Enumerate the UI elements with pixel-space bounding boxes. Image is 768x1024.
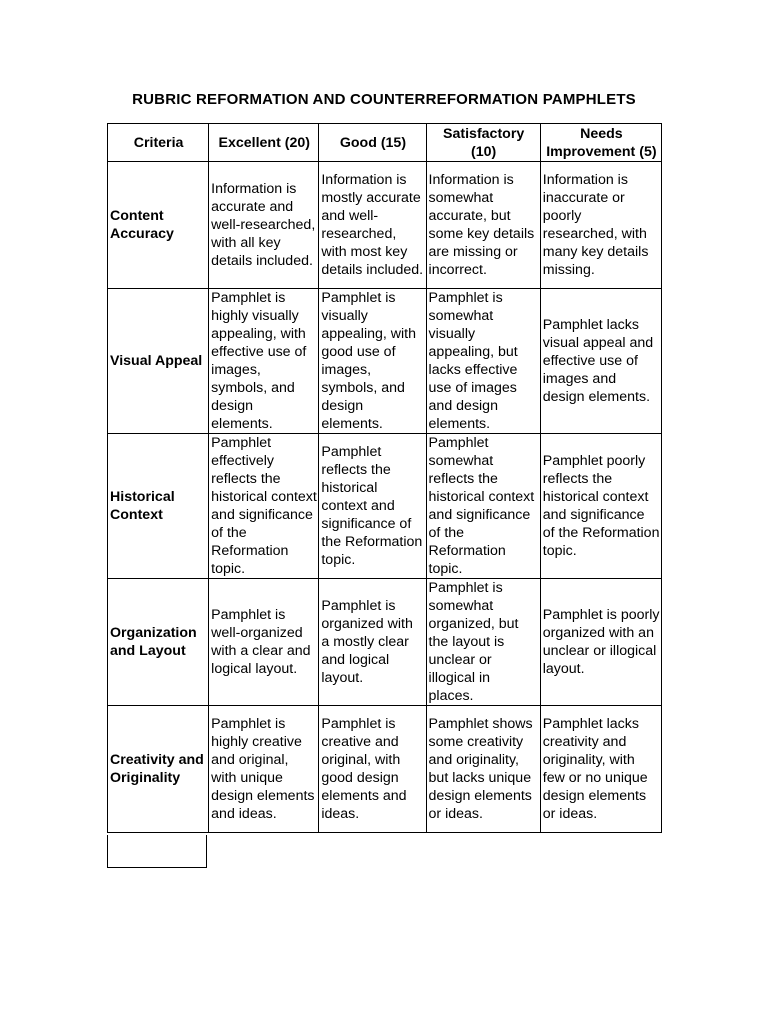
header-good: Good (15) (319, 124, 426, 162)
needs-improvement-cell: Pamphlet lacks visual appeal and effective use of images and design elements. (540, 289, 661, 434)
excellent-cell: Pamphlet is highly visually appealing, with effective use of images, symbols, and design elements. (209, 289, 319, 434)
header-criteria: Criteria (108, 124, 209, 162)
table-row (108, 579, 662, 706)
rubric-table (107, 123, 662, 833)
header-excellent: Excellent (20) (209, 124, 319, 162)
header-satisfactory: Satisfactory (10) (426, 124, 540, 162)
table-row (108, 706, 662, 833)
criteria-cell: Visual Appeal (108, 289, 209, 434)
satisfactory-cell: Pamphlet somewhat reflects the historical context and significance of the Reformation topic. (426, 434, 540, 579)
needs-improvement-cell: Pamphlet lacks creativity and originality, with few or no unique design elements or ideas. (540, 706, 661, 833)
good-cell: Pamphlet is visually appealing, with good use of images, symbols, and design elements. (319, 289, 426, 434)
needs-improvement-cell: Pamphlet is poorly organized with an unclear or illogical layout. (540, 579, 661, 706)
excellent-cell: Pamphlet is highly creative and original, with unique design elements and ideas. (209, 706, 319, 833)
good-cell: Pamphlet reflects the historical context and significance of the Reformation topic. (319, 434, 426, 579)
satisfactory-cell: Pamphlet shows some creativity and originality, but lacks unique design elements or ideas. (426, 706, 540, 833)
good-cell: Pamphlet is creative and original, with good design elements and ideas. (319, 706, 426, 833)
criteria-cell: Organization and Layout (108, 579, 209, 706)
criteria-cell: Content Accuracy (108, 162, 209, 289)
satisfactory-cell: Information is somewhat accurate, but some key details are missing or incorrect. (426, 162, 540, 289)
excellent-cell: Information is accurate and well-researched, with all key details included. (209, 162, 319, 289)
table-row (108, 162, 662, 289)
header-row (108, 124, 662, 162)
needs-improvement-cell: Information is inaccurate or poorly researched, with many key details missing. (540, 162, 661, 289)
satisfactory-cell: Pamphlet is somewhat organized, but the layout is unclear or illogical in places. (426, 579, 540, 706)
excellent-cell: Pamphlet effectively reflects the historical context and significance of the Reformation topic. (209, 434, 319, 579)
table-row (108, 434, 662, 579)
good-cell: Information is mostly accurate and well-researched, with most key details included. (319, 162, 426, 289)
criteria-cell: Historical Context (108, 434, 209, 579)
needs-improvement-cell: Pamphlet poorly reflects the historical context and significance of the Reformation topic. (540, 434, 661, 579)
empty-table-cell (107, 835, 207, 868)
header-needs-improvement: Needs Improvement (5) (540, 124, 661, 162)
page-title: RUBRIC REFORMATION AND COUNTERREFORMATION PAMPHLETS (132, 91, 636, 108)
criteria-cell: Creativity and Originality (108, 706, 209, 833)
good-cell: Pamphlet is organized with a mostly clear and logical layout. (319, 579, 426, 706)
satisfactory-cell: Pamphlet is somewhat visually appealing, but lacks effective use of images and design elements. (426, 289, 540, 434)
excellent-cell: Pamphlet is well-organized with a clear and logical layout. (209, 579, 319, 706)
table-row (108, 289, 662, 434)
